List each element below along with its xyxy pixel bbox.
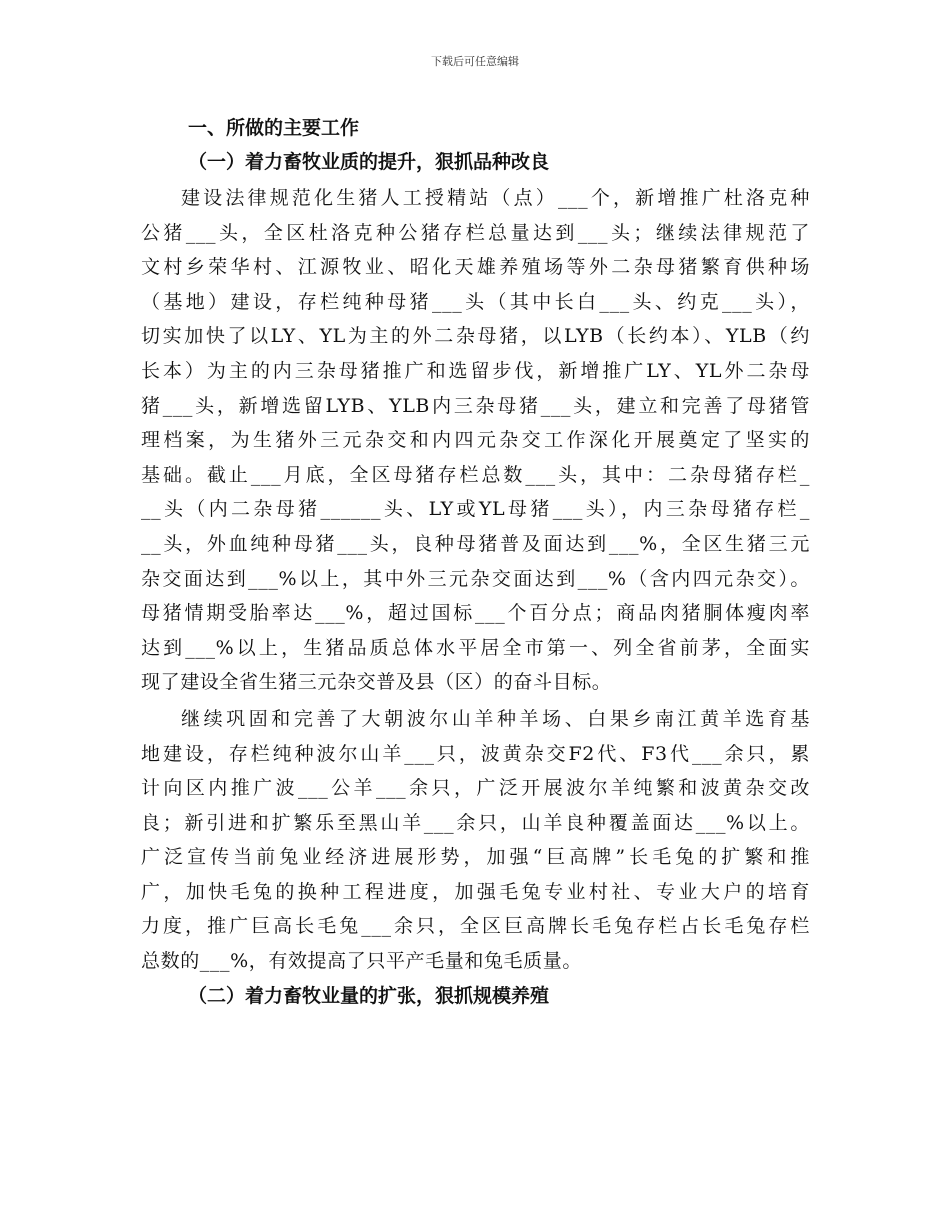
paragraph-line: __头，外血纯种母猪___头，良种母猪普及面达到___%，全区生猪三元 [141,532,810,555]
paragraph-line: 计向区内推广波___公羊___余只，广泛开展波尔羊纯繁和波黄杂交改 [141,777,810,800]
page-header: 下载后可任意编辑 [431,55,519,68]
paragraph-line: 地建设，存栏纯种波尔山羊___只，波黄杂交F2代、F3代___余只，累 [141,742,810,765]
paragraph-line: 广，加快毛兔的换种工程进度，加强毛兔专业村社、专业大户的培育 [141,880,810,903]
paragraph-line: 达到___%以上，生猪品质总体水平居全市第一、列全省前茅，全面实 [141,636,810,659]
paragraph-line: 文村乡荣华村、江源牧业、昭化天雄养殖场等外二杂母猪繁育供种场 [141,256,810,279]
paragraph-line: 总数的___%，有效提高了只平产毛量和兔毛质量。 [141,950,582,973]
paragraph-line: （基地）建设，存栏纯种母猪___头（其中长白___头、约克___头）， [141,290,810,313]
paragraph-line: 公猪___头，全区杜洛克种公猪存栏总量达到___头；继续法律规范了 [141,221,810,244]
paragraph-line: 母猪情期受胎率达___%，超过国标___个百分点；商品肉猪胴体瘦肉率 [141,602,810,625]
paragraph-line: 长本）为主的内三杂母猪推广和选留步伐，新增推广LY、YL外二杂母 [141,359,810,382]
paragraph-line: 理档案，为生猪外三元杂交和内四元杂交工作深化开展奠定了坚实的 [141,429,810,452]
paragraph-line: __头（内二杂母猪______头、LY或YL母猪___头），内三杂母猪存栏_ [141,498,810,521]
paragraph-line: 继续巩固和完善了大朝波尔山羊种羊场、白果乡南江黄羊选育基 [181,707,810,730]
paragraph-line: 良；新引进和扩繁乐至黑山羊___余只，山羊良种覆盖面达___%以上。 [141,811,810,834]
paragraph-line: 建设法律规范化生猪人工授精站（点）___个，新增推广杜洛克种 [181,187,810,209]
paragraph-line: 现了建设全省生猪三元杂交普及县（区）的奋斗目标。 [141,671,612,694]
paragraph-line: 切实加快了以LY、YL为主的外二杂母猪，以LYB（长约本）、YLB（约 [141,325,810,348]
heading-scale-expansion: （二）着力畜牧业量的扩张，狠抓规模养殖 [188,984,550,1007]
paragraph-goat-rabbit [141,702,810,979]
paragraph-line: 广泛宣传当前兔业经济进展形势，加强“巨高牌”长毛兔的扩繁和推 [141,846,810,869]
paragraph-line: 杂交面达到___%以上，其中外三元杂交面达到___%（含内四元杂交）。 [141,567,810,590]
paragraph-line: 基础。截止___月底，全区母猪存栏总数___头，其中：二杂母猪存栏_ [141,463,810,486]
heading-main-work: 一、所做的主要工作 [188,117,360,139]
paragraph-line: 猪___头，新增选留LYB、YLB内三杂母猪___头，建立和完善了母猪管 [141,394,810,417]
document-body [141,111,810,1013]
paragraph-pig-breeding [141,181,810,700]
heading-quality-improvement: （一）着力畜牧业质的提升，狠抓品种改良 [188,151,550,173]
paragraph-line: 力度，推广巨高长毛兔___余只，全区巨高牌长毛兔存栏占长毛兔存栏 [141,915,810,938]
